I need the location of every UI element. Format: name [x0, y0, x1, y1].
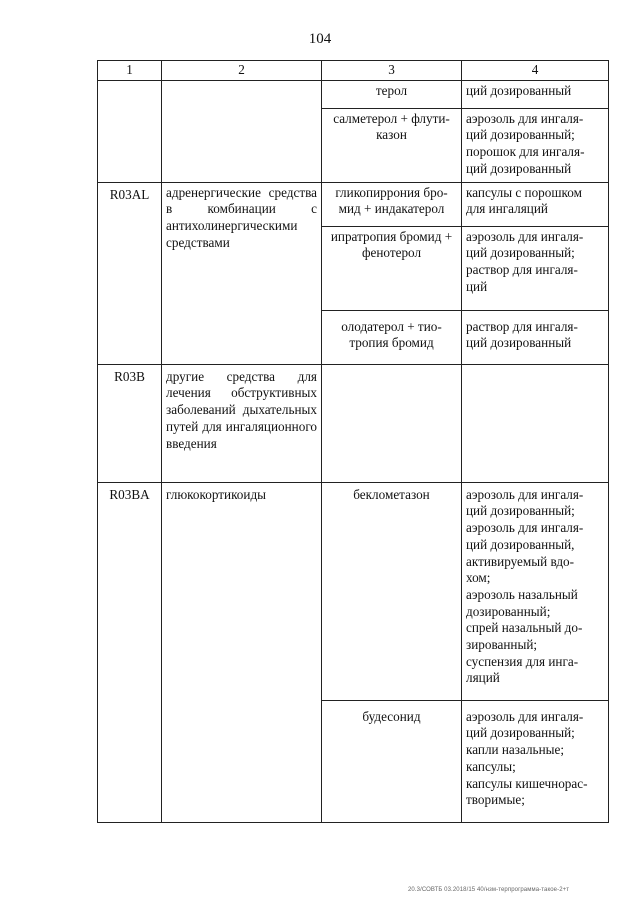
form-line: суспензия для инга-	[466, 653, 579, 669]
substance-line: салметерол + флути-	[333, 110, 450, 126]
form-line: капсулы;	[466, 758, 516, 774]
group-name-cell: адренергические средства в комбинации с антихолинергическими средствами	[162, 182, 322, 364]
page-number: 104	[308, 31, 332, 47]
form-line: порошок для ингаля-	[466, 144, 585, 160]
header-cell: 4	[462, 61, 609, 81]
substance-line: ипратропия бромид +	[330, 228, 453, 244]
form-cell	[462, 364, 609, 482]
atc-code-cell: R03AL	[98, 182, 162, 364]
header-cell: 2	[162, 61, 322, 81]
form-line: ций дозированный	[466, 160, 572, 176]
form-cell	[462, 226, 609, 310]
table-row	[98, 80, 609, 108]
header-cell: 1	[98, 61, 162, 81]
form-line: ций дозированный	[466, 335, 572, 351]
form-line: ций дозированный	[466, 82, 572, 98]
form-line: аэрозоль для ингаля-	[466, 708, 584, 724]
table-row	[98, 482, 609, 700]
form-line: аэрозоль для ингаля-	[466, 520, 584, 536]
substance-cell	[322, 482, 462, 700]
form-line: ляций	[466, 670, 500, 686]
substance-cell	[322, 364, 462, 482]
substance-cell	[322, 700, 462, 822]
form-cell	[462, 482, 609, 700]
form-line: капли назальные;	[466, 742, 564, 758]
form-line: ций дозированный;	[466, 245, 575, 261]
group-name-cell: глюкокортикоиды	[162, 482, 322, 822]
substance-line: беклометазон	[353, 486, 430, 502]
form-cell	[462, 182, 609, 226]
substance-line: мид + индакатерол	[338, 201, 445, 217]
form-cell	[462, 108, 609, 182]
substance-cell	[322, 310, 462, 364]
form-line: активируемый вдо-	[466, 553, 575, 569]
group-name-cell: другие средства для лечения обструктивных заболеваний дыхательных путей для ингаляционного введения	[162, 364, 322, 482]
form-line: ций	[466, 278, 488, 294]
form-line: аэрозоль для ингаля-	[466, 228, 584, 244]
substance-line: олодатерол + тио-	[341, 318, 442, 334]
substance-line: казон	[376, 127, 407, 143]
form-line: хом;	[466, 570, 491, 586]
substance-cell	[322, 80, 462, 108]
atc-code-cell: R03B	[98, 364, 162, 482]
form-cell	[462, 700, 609, 822]
form-line: для ингаляций	[466, 201, 548, 217]
header-cell: 3	[322, 61, 462, 81]
form-line: дозированный;	[466, 603, 551, 619]
substance-line: будесонид	[362, 708, 421, 724]
form-line: спрей назальный до-	[466, 620, 583, 636]
table-header-row	[98, 61, 609, 81]
drug-table	[97, 60, 609, 823]
form-line: аэрозоль для ингаля-	[466, 486, 584, 502]
form-line: ций дозированный;	[466, 503, 575, 519]
substance-line: фенотерол	[361, 245, 422, 261]
form-line: капсулы с порошком	[466, 184, 582, 200]
form-line: раствор для ингаля-	[466, 318, 578, 334]
form-line: ций дозированный;	[466, 127, 575, 143]
footer-stamp: 20.3/СОВТБ 03.2018/15 40/нзм-терпрограмма-такое-2+т	[408, 887, 570, 893]
atc-code-cell	[98, 80, 162, 182]
form-cell	[462, 80, 609, 108]
group-name-cell	[162, 80, 322, 182]
substance-line: тропия бромид	[349, 335, 434, 351]
form-line: зированный;	[466, 637, 538, 653]
form-cell	[462, 310, 609, 364]
substance-cell	[322, 108, 462, 182]
substance-cell	[322, 226, 462, 310]
form-line: капсулы кишечнорас-	[466, 775, 588, 791]
table-row	[98, 364, 609, 482]
table-row	[98, 182, 609, 226]
substance-line: терол	[375, 82, 408, 98]
form-line: аэрозоль назальный	[466, 586, 578, 602]
form-line: ций дозированный,	[466, 536, 575, 552]
substance-cell	[322, 182, 462, 226]
form-line: творимые;	[466, 792, 525, 808]
form-line: аэрозоль для ингаля-	[466, 110, 584, 126]
form-line: раствор для ингаля-	[466, 262, 578, 278]
substance-line: гликопиррония бро-	[335, 184, 448, 200]
form-line: ций дозированный;	[466, 725, 575, 741]
atc-code-cell: R03BA	[98, 482, 162, 822]
